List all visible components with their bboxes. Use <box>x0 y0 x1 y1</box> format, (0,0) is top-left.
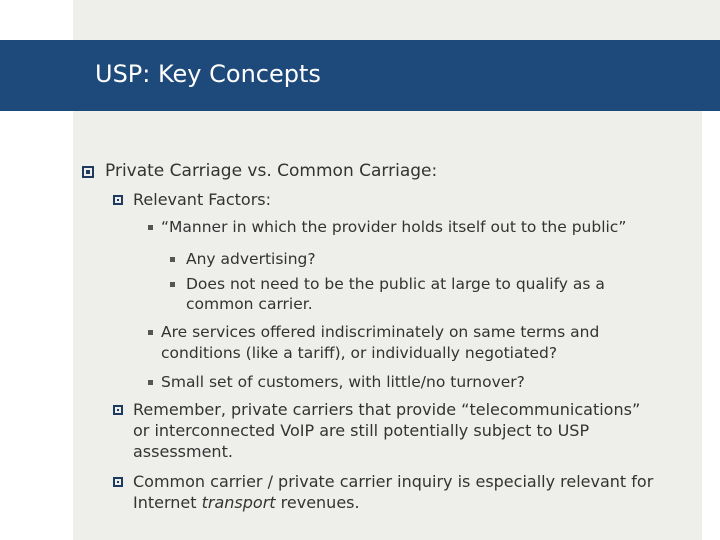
bullet-small-set-customers: Small set of customers, with little/no turnover? <box>161 373 525 391</box>
bullet-inquiry-line1: Common carrier / private carrier inquiry is especially relevant for <box>133 472 654 491</box>
square-bullet-icon <box>148 330 153 335</box>
bullet-public-at-large-line2: common carrier. <box>186 295 313 313</box>
bullet-remember-line1: Remember, private carriers that provide “telecommunications” <box>133 400 641 419</box>
square-bullet-icon <box>170 282 175 287</box>
bullet-remember-line3: assessment. <box>133 442 233 461</box>
inquiry-line2-prefix: Internet <box>133 493 202 512</box>
box-bullet-icon <box>82 166 94 178</box>
box-bullet-icon <box>113 405 123 415</box>
bullet-inquiry-line2 <box>133 493 360 512</box>
bullet-indiscriminately-line2: conditions (like a tariff), or individually negotiated? <box>161 344 558 362</box>
bullet-public-at-large-line1: Does not need to be the public at large to qualify as a <box>186 275 605 293</box>
square-bullet-icon <box>170 257 175 262</box>
box-bullet-icon <box>113 477 123 487</box>
bullet-relevant-factors: Relevant Factors: <box>133 190 272 209</box>
bullet-manner-holds-out: “Manner in which the provider holds itself out to the public” <box>161 218 627 236</box>
square-bullet-icon <box>148 225 153 230</box>
bullet-remember-line2: or interconnected VoIP are still potentially subject to USP <box>133 421 590 440</box>
bullet-indiscriminately-line1: Are services offered indiscriminately on same terms and <box>161 323 600 341</box>
bullet-any-advertising: Any advertising? <box>186 250 316 268</box>
bullet-private-vs-common: Private Carriage vs. Common Carriage: <box>105 161 438 181</box>
box-bullet-icon <box>113 195 123 205</box>
slide-title: USP: Key Concepts <box>95 60 321 88</box>
square-bullet-icon <box>148 380 153 385</box>
transport-emphasis: transport <box>201 493 276 512</box>
inquiry-line2-suffix: revenues. <box>275 493 360 512</box>
